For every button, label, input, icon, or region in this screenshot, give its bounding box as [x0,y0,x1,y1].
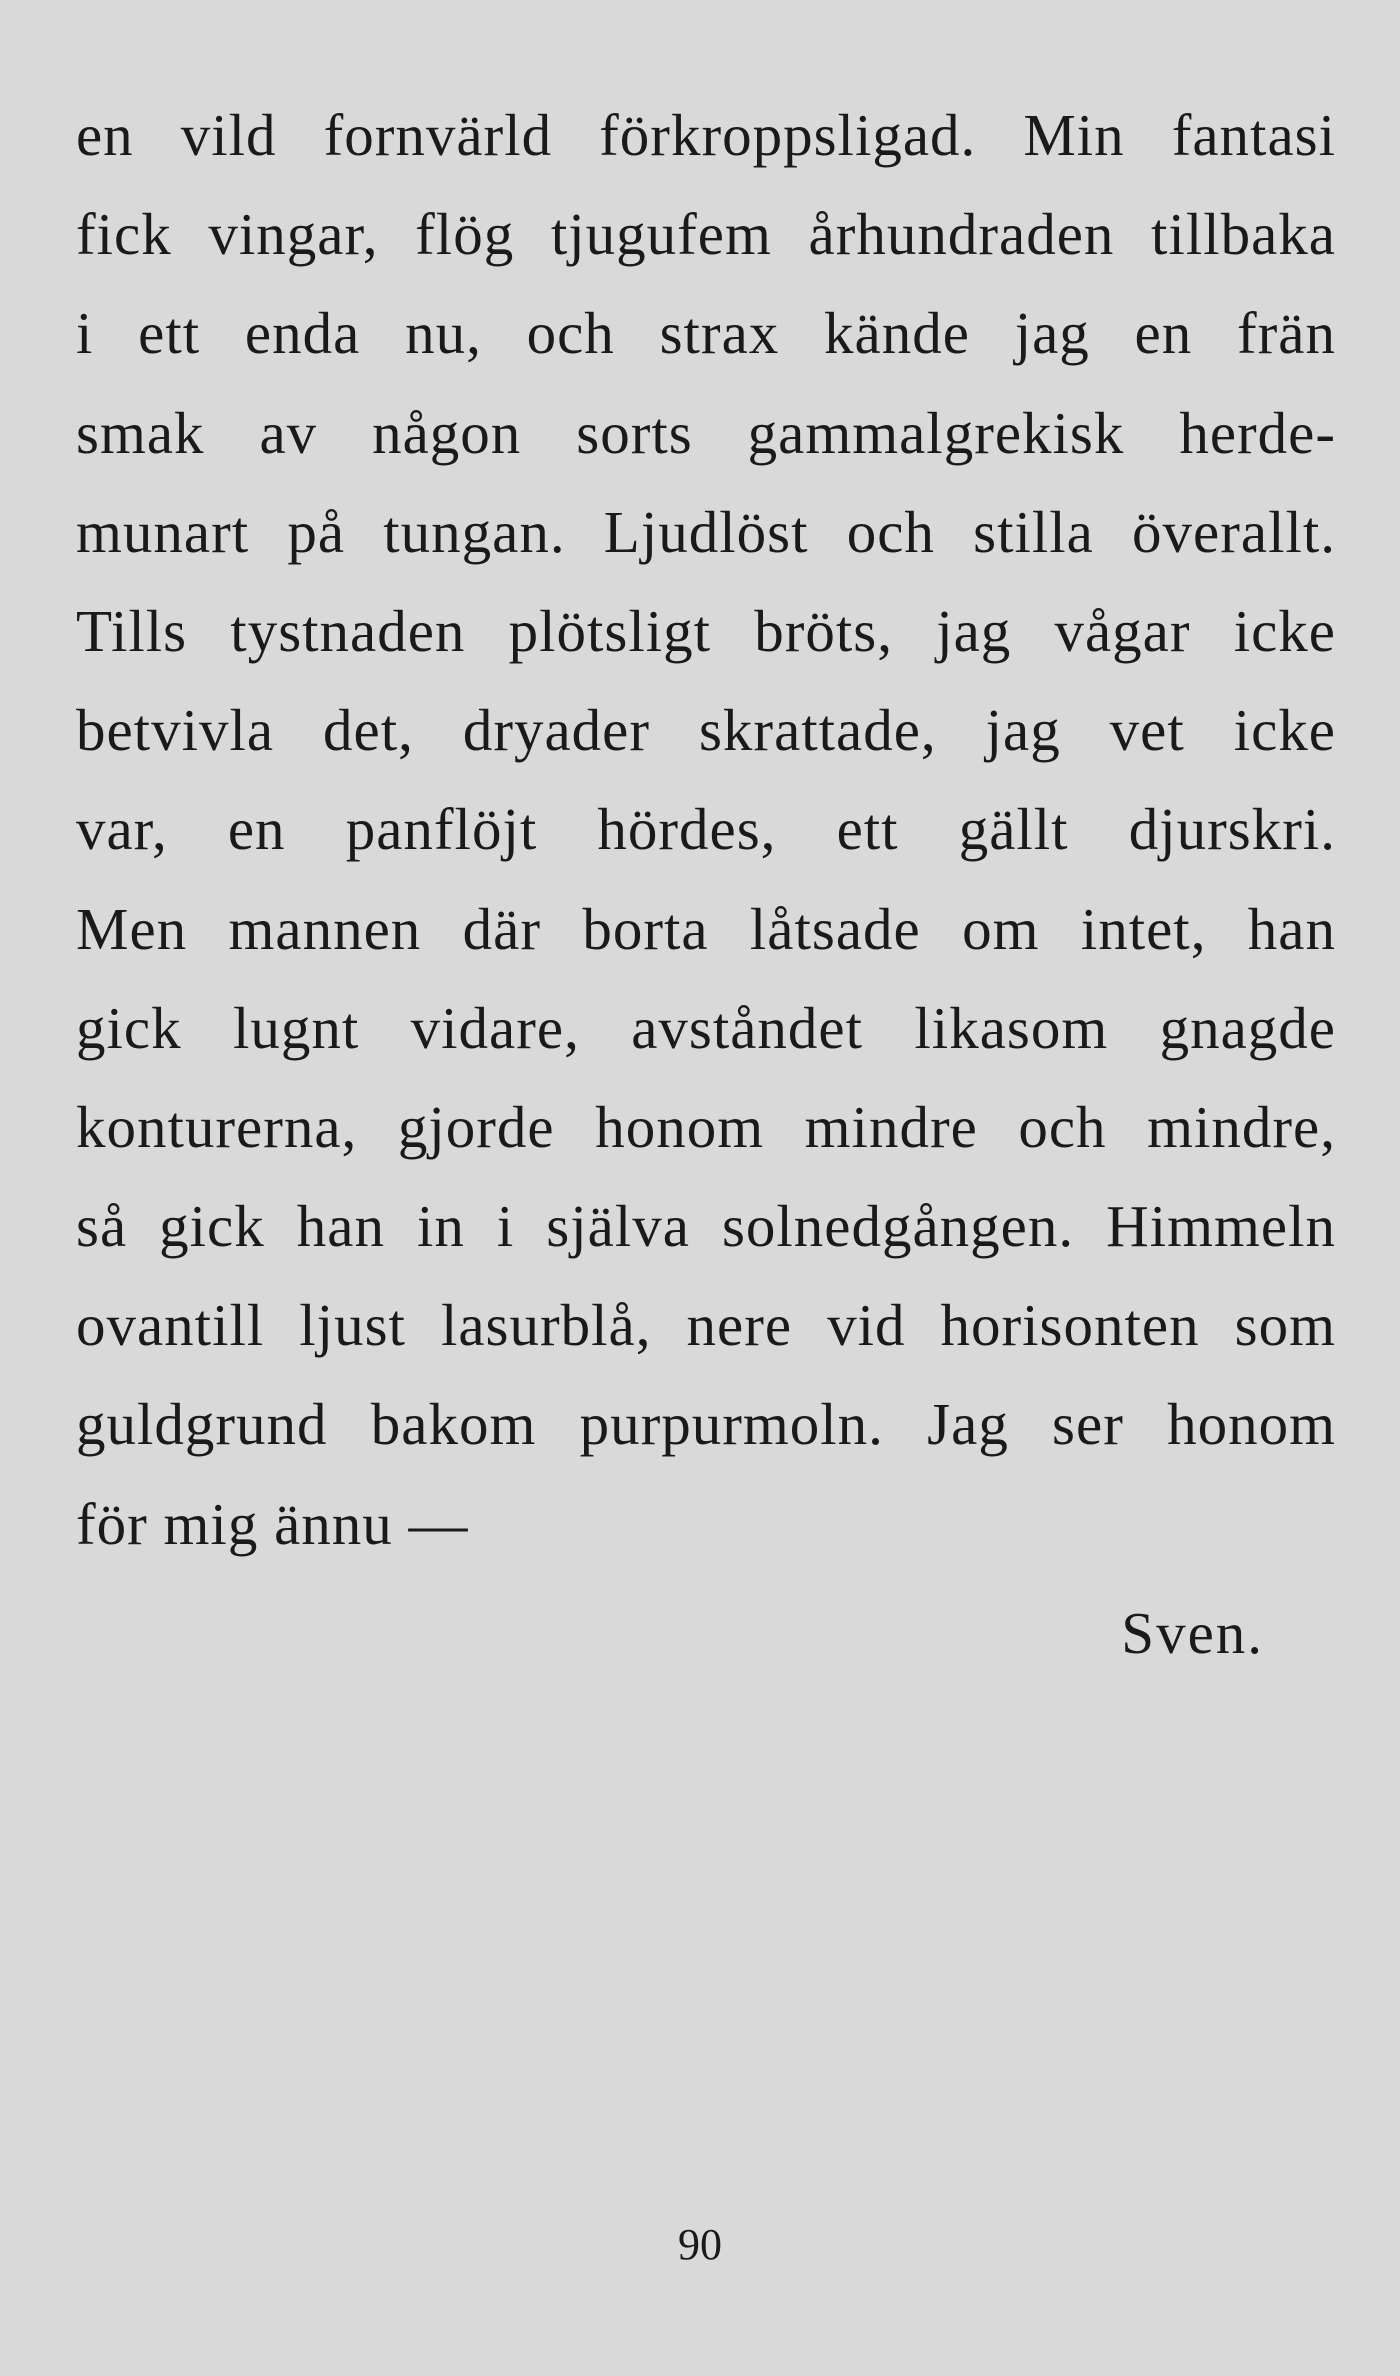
text-line: betvivla det, dryader skrattade, jag vet icke [76,697,1336,764]
text-line: var, en panflöjt hördes, ett gällt djurskri. [76,796,1336,863]
text-line: smak av någon sorts gammalgrekisk herde- [76,399,1336,466]
text-line: konturerna, gjorde honom mindre och mindre, [76,1093,1336,1160]
text-line: Men mannen där borta låtsade om intet, han [76,895,1336,962]
text-line: en vild fornvärld förkroppsligad. Min fantasi [76,102,1336,168]
text-line: munart på tungan. Ljudlöst och stilla överallt. [76,498,1336,565]
text-line: för mig ännu — [76,1490,469,1557]
text-line: gick lugnt vidare, avståndet likasom gnagde [76,994,1336,1061]
text-line: så gick han in i själva solnedgången. Himmeln [76,1193,1336,1260]
body-text [76,86,1336,1574]
text-line: fick vingar, flög tjugufem århundraden tillbaka [76,201,1336,268]
text-line: Tills tystnaden plötsligt bröts, jag vågar icke [76,597,1336,664]
page-number: 90 [678,2220,722,2269]
text-line: ovantill ljust lasurblå, nere vid horisonten som [76,1292,1336,1359]
text-line: guldgrund bakom purpurmoln. Jag ser honom [76,1391,1336,1458]
signature: Sven. [1121,1600,1264,1666]
text-line: i ett enda nu, och strax kände jag en frän [76,300,1336,367]
